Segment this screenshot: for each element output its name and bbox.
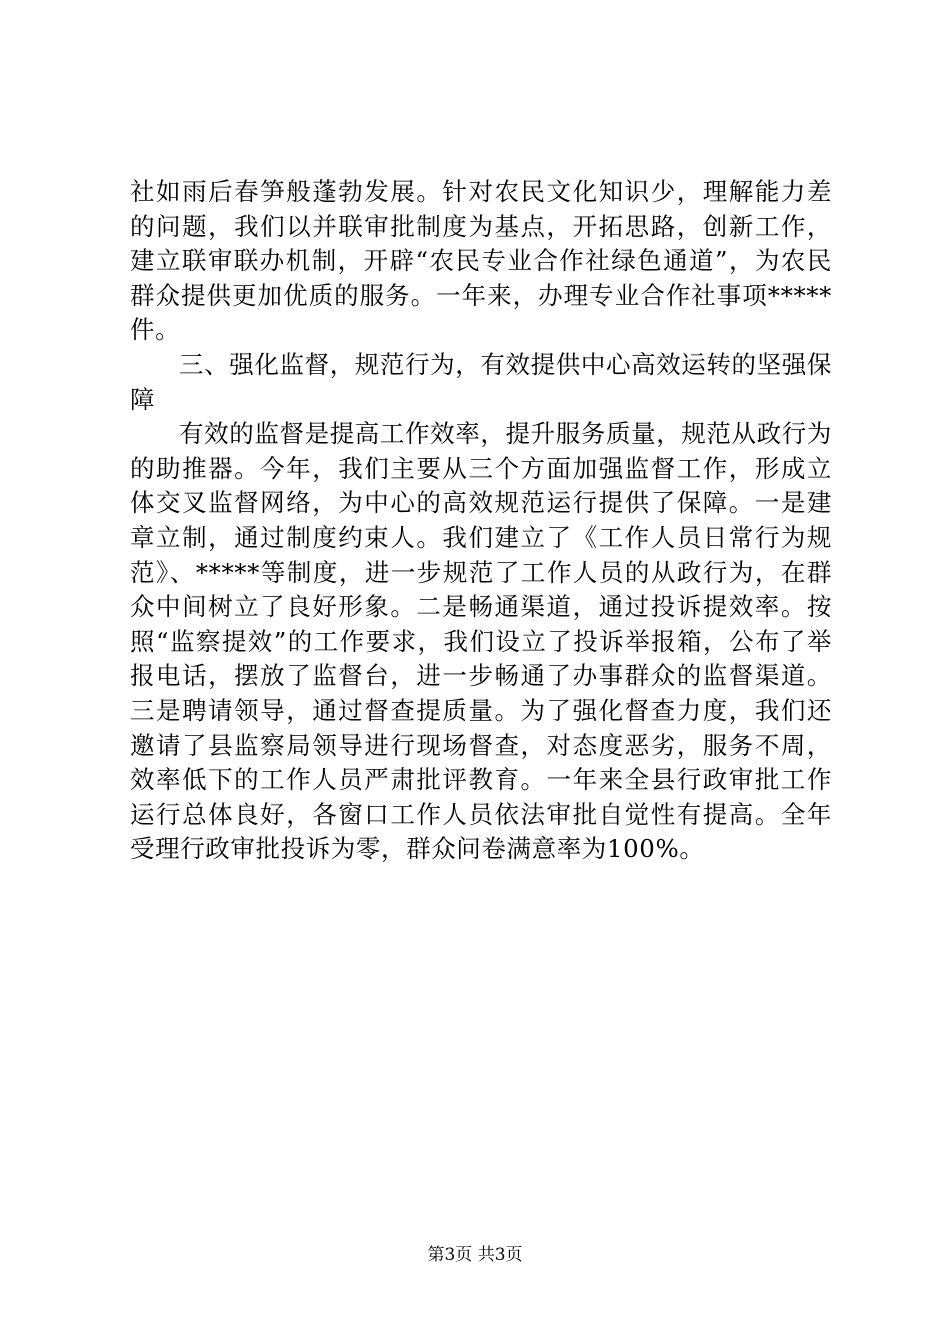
document-body [130, 175, 832, 867]
paragraph-continuation: 社如雨后春笋般蓬勃发展。针对农民文化知识少，理解能力差的问题，我们以并联审批制度为基点，开拓思路，创新工作，建立联审联办机制，开辟“农民专业合作社绿色通道”，为农民群众提供更加优质的服务。一年来，办理专业合作社事项*****件。 [130, 177, 832, 345]
section-heading: 三、强化监督，规范行为，有效提供中心高效运转的坚强保障 [130, 349, 832, 414]
paragraph-supervision: 有效的监督是提高工作效率，提升服务质量，规范从政行为的助推器。今年，我们主要从三个方面加强监督工作，形成立体交叉监督网络，为中心的高效规范运行提供了保障。一是建章立制，通过制度约束人。我们建立了《工作人员日常行为规范》、*****等制度，进一步规范了工作人员的从政行为，在群众中间树立了良好形象。二是畅通渠道，通过投诉提效率。按照“监察提效”的工作要求，我们设立了投诉举报箱，公布了举报电话，摆放了监督台，进一步畅通了办事群众的监督渠道。三是聘请领导，通过督查提质量。为了强化督查力度，我们还邀请了县监察局领导进行现场督查，对态度恶劣，服务不周，效率低下的工作人员严肃批评教育。一年来全县行政审批工作运行总体良好，各窗口工作人员依法审批自觉性有提高。全年受理行政审批投诉为零，群众问卷满意率为100%。 [130, 419, 832, 864]
page-footer: 第3页 共3页 [427, 1245, 523, 1265]
